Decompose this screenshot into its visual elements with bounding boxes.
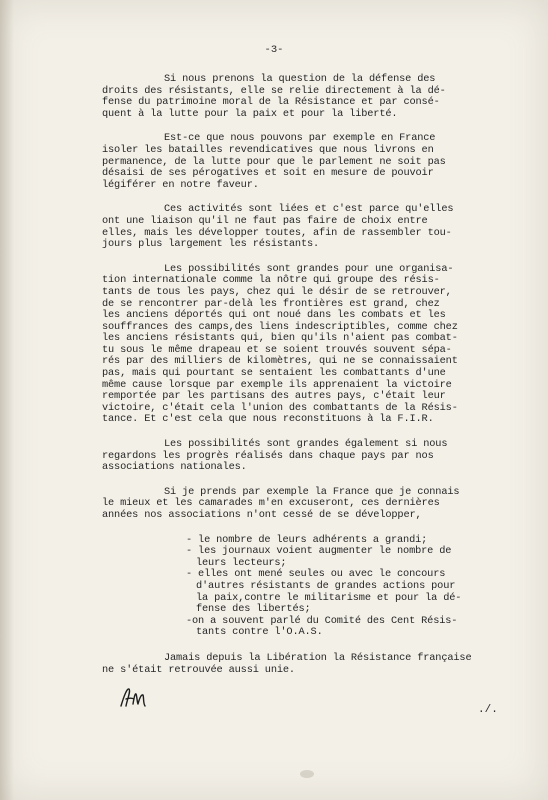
continuation-mark: ./.	[478, 704, 498, 716]
paragraph-5: Les possibilités sont grandes également si nous regardons les progrès réalisés dans chaque pays par nos associations nationales.	[102, 438, 448, 474]
list-item: - elles ont mené seules ou avec le concours d'autres résistants de grandes actions pour la paix,contre le militarisme et pour la dé- fense des libertés;	[186, 568, 462, 616]
paragraph-3: Ces activités sont liées et c'est parce qu'elles ont une liaison qu'il ne faut pas faire de choix entre elles, mais les développer toutes, afin de rassembler tou- jours plus largement les résistants.	[102, 203, 454, 251]
paragraph-4: Les possibilités sont grandes pour une organisa- tion internationale comme la nôtre qui groupe des résis- tants de tous les pays, chez qui le désir de se retrouver, de se rencontrer par-delà les frontières est grand, chez les anciens déportés qui ont noué dans les combats et les souffrances des camps,des liens indescriptibles, comme chez les anciens résistants qui, bien qu'ils n'aient pas combat- tu sous le même drapeau et se soient trouvés souvent sépa- rés par des milliers de kilomètres, qui ne se connaissaient pas, mais qui pourtant se sentaient les combattants d'une même cause lorsque par exemple ils apprenaient la victoire remportée par les partisans des autres pays, c'était leur victoire, c'était cela l'union des combattants de la Résis- tance. Et c'est cela que nous reconstituons à la F.I.R.	[102, 262, 458, 426]
list-item: - les journaux voient augmenter le nombre de leurs lecteurs;	[186, 545, 452, 569]
closing-paragraph: Jamais depuis la Libération la Résistance française ne s'était retrouvée aussi unie.	[102, 651, 472, 676]
paragraph-1: Si nous prenons la question de la défense des droits des résistants, elle se relie directement à la dé- fense du patrimoine moral de la Résistance et par consé- quent à la lutte pour la paix et pour la liberté.	[102, 73, 446, 120]
page-number: -3-	[264, 44, 284, 56]
document-body	[102, 74, 522, 689]
list-item: - le nombre de leurs adhérents a grandi;	[186, 533, 428, 546]
paragraph-6: Si je prends par exemple la France que je connais le mieux et les camarades m'en excuseront, ces dernières années nos associations n'ont cessé de se développer,	[102, 485, 460, 521]
achievements-list	[102, 535, 522, 639]
paragraph-2: Est-ce que nous pouvons par exemple en France isoler les batailles revendicatives que nous livrons en permanence, de la lutte pour que le parlement ne soit pas désaisi de ses pérogatives et soit en mesure de pouvoir légiférer en notre faveur.	[102, 132, 446, 191]
handwritten-initials	[118, 684, 148, 710]
paper-stain	[300, 770, 314, 778]
list-item: -on a souvent parlé du Comité des Cent Résis- tants contre l'O.A.S.	[186, 614, 458, 639]
